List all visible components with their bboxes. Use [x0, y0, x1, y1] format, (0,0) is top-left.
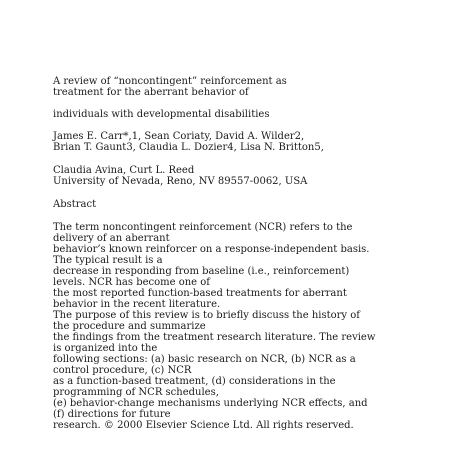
abstract-line: delivery of an aberrant [53, 233, 170, 244]
abstract-line: the most reported function-based treatments for aberrant [53, 288, 347, 299]
abstract-line: (f) directions for future [53, 409, 171, 420]
title-line: individuals with developmental disabilities [53, 109, 270, 120]
abstract-line: following sections: (a) basic research on NCR, (b) NCR as a [53, 354, 356, 365]
abstract-line: the findings from the treatment research literature. The review [53, 332, 376, 343]
document-page [53, 76, 448, 431]
abstract-line: The purpose of this review is to briefly discuss the history of [53, 310, 360, 321]
abstract-line: is organized into the [53, 343, 158, 354]
title-line: treatment for the aberrant behavior of [53, 87, 249, 98]
abstract-line: behavior in the recent literature. [53, 299, 221, 310]
abstract-line: programming of NCR schedules, [53, 387, 219, 398]
abstract-line: levels. NCR has become one of [53, 277, 210, 288]
abstract-line: The typical result is a [53, 255, 163, 266]
abstract-line: decrease in responding from baseline (i.e., reinforcement) [53, 266, 350, 277]
abstract-line: the procedure and summarize [53, 321, 206, 332]
abstract-line: as a function-based treatment, (d) considerations in the [53, 376, 336, 387]
abstract-line: research. © 2000 Elsevier Science Ltd. All rights reserved. [53, 420, 354, 431]
abstract-heading: Abstract [53, 199, 97, 210]
author-line: James E. Carr*,1, Sean Coriaty, David A. Wilder2, [53, 131, 305, 142]
affiliation-line: University of Nevada, Reno, NV 89557-0062, USA [53, 176, 308, 187]
author-line: Brian T. Gaunt3, Claudia L. Dozier4, Lisa N. Britton5, [53, 142, 324, 153]
abstract-line: The term noncontingent reinforcement (NCR) refers to the [53, 222, 353, 233]
abstract-line: behavior’s known reinforcer on a response-independent basis. [53, 244, 370, 255]
abstract-line: (e) behavior-change mechanisms underlying NCR effects, and [53, 398, 368, 409]
title-line: A review of “noncontingent” reinforcement as [53, 76, 287, 87]
abstract-line: control procedure, (c) NCR [53, 365, 192, 376]
affiliation-line: Claudia Avina, Curt L. Reed [53, 165, 195, 176]
